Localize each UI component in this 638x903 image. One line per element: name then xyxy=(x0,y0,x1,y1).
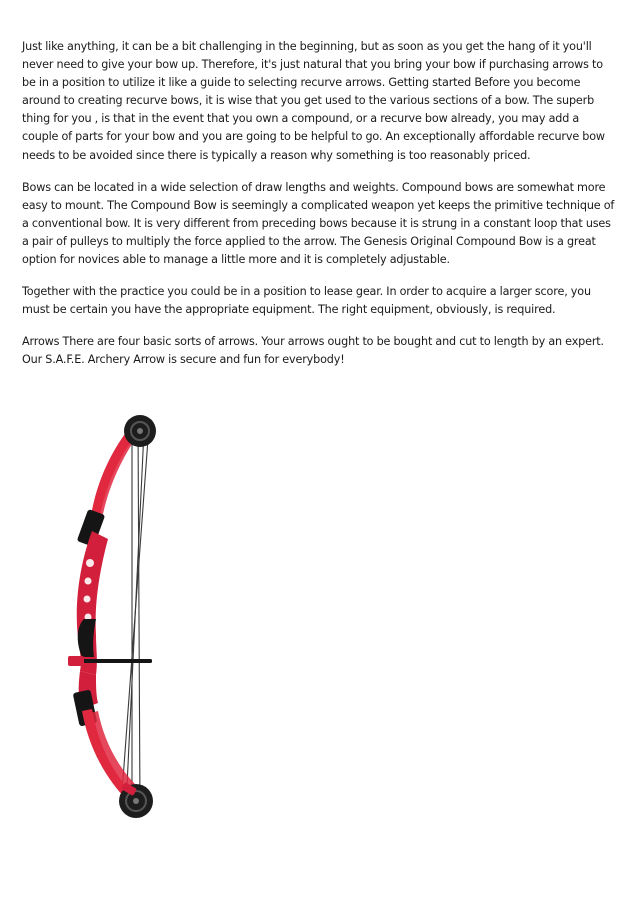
paragraph-1: Just like anything, it can be a bit challenging in the beginning, but as soon as you get the hang of it you'll never need to give your bow up. Therefore, it's just natural that you bring your bow if purchasing arrows to be in a position to utilize it like a guide to selecting recurve arrows. Getting started Before you become around to creating recurve bows, it is wise that you get used to the various sections of a bow. The superb thing for you , is that in the event that you own a compound, or a recurve bow already, you may add a couple of parts for your bow and you are going to be helpful to go. An exceptionally affordable recurve bow needs to be avoided since there is typically a reason why something is too reasonably priced. xyxy=(22,40,605,162)
bow-grip xyxy=(78,619,96,657)
upper-cam xyxy=(124,415,156,447)
compound-bow-image xyxy=(52,413,162,825)
paragraph-4: Arrows There are four basic sorts of arrows. Your arrows ought to be bought and cut to length by an expert. Our S.A.F.E. Archery Arrow is secure and fun for everybody! xyxy=(22,335,604,367)
paragraph-3: Together with the practice you could be in a position to lease gear. In order to acquire a larger score, you must be certain you have the appropriate equipment. The right equipment, obviously, is required. xyxy=(22,285,591,317)
bow-strings xyxy=(122,423,148,811)
article-body xyxy=(22,38,618,384)
lower-cam xyxy=(119,782,153,818)
paragraph-2: Bows can be located in a wide selection of draw lengths and weights. Compound bows are somewhat more easy to mount. The Compound Bow is seemingly a complicated weapon yet keeps the primitive technique of a conventional bow. It is very different from preceding bows because it is strung in a constant loop that uses a pair of pulleys to multiply the force applied to the arrow. The Genesis Original Compound Bow is a great option for novices able to manage a little more and it is completely adjustable. xyxy=(22,180,615,267)
compound-bow-icon xyxy=(52,413,162,825)
